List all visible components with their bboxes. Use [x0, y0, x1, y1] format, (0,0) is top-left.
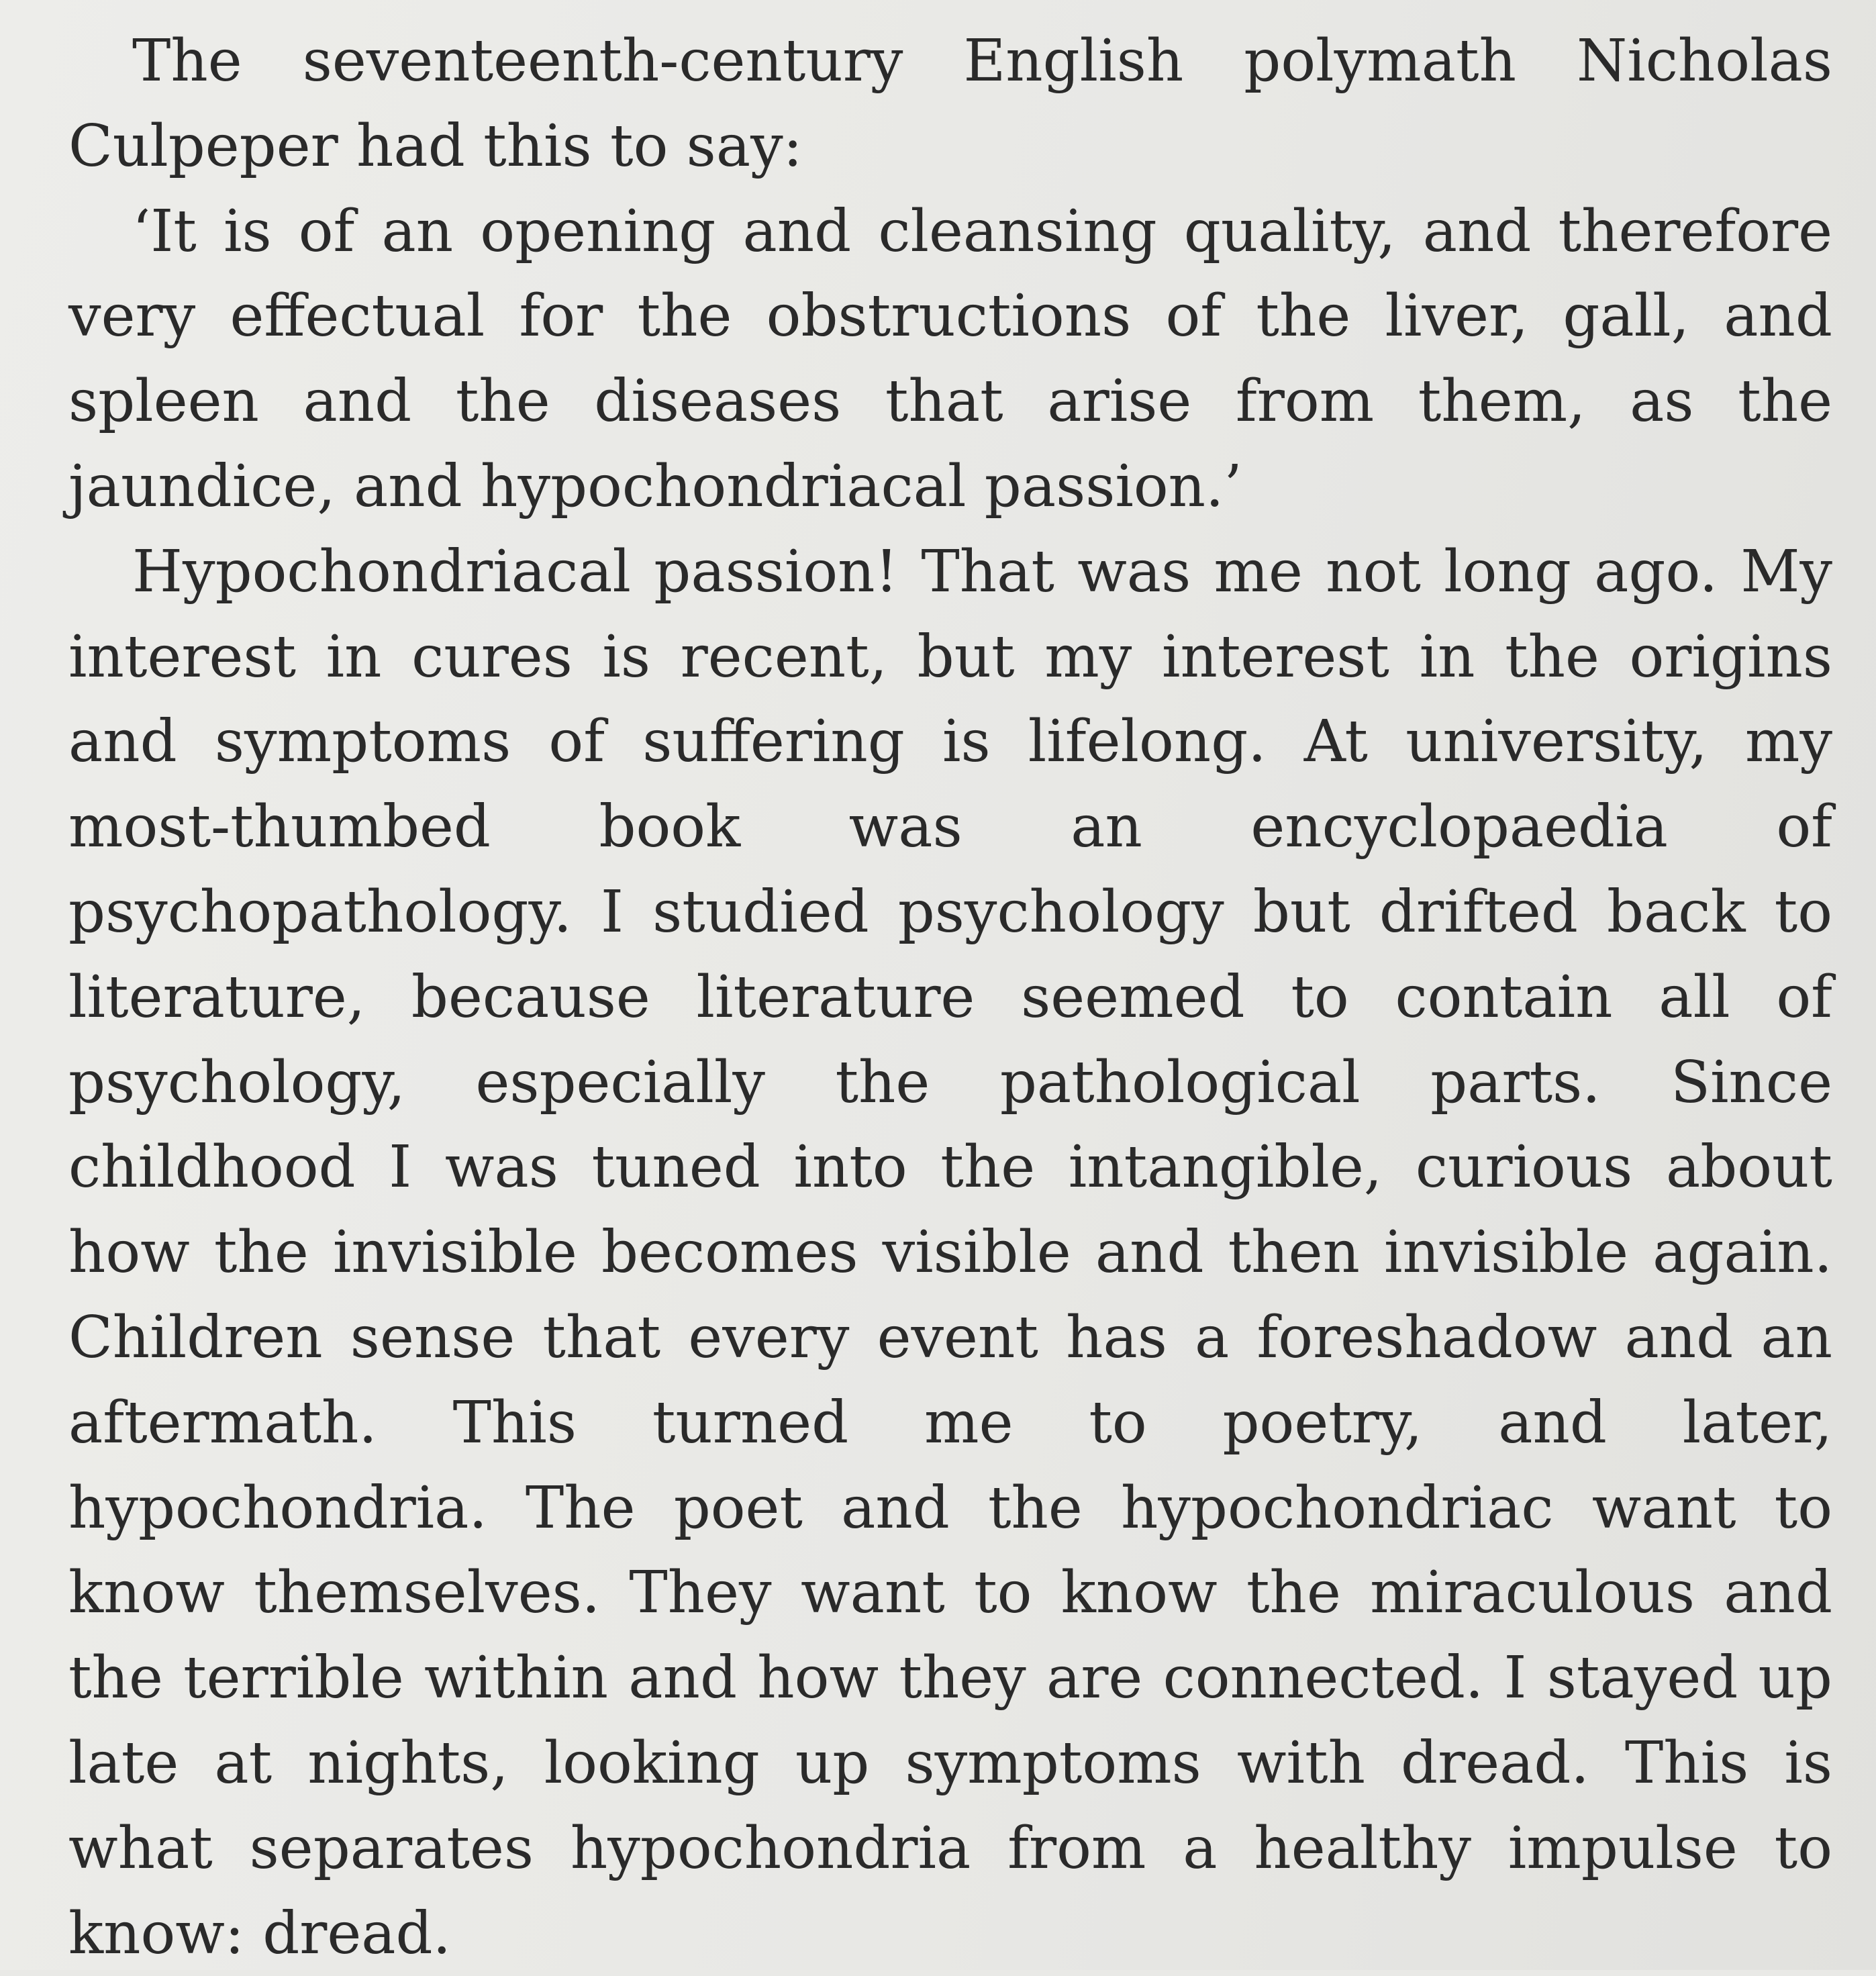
paragraph-culpeper-quote: ‘It is of an opening and cleansing quality, and therefore very effectual for the obstructions of the liver, gall, and spleen and the diseases that arise from them, as the jaundice, and hypochondriacal passion.’ [68, 197, 1832, 520]
body-text [68, 19, 1832, 1976]
paragraph-culpeper-intro: The seventeenth-century English polymath Nicholas Culpeper had this to say: [68, 28, 1832, 180]
paragraph-hypochondria: Hypochondriacal passion! That was me not long ago. My interest in cures is recent, but my interest in the origins and symptoms of suffering is lifelong. At university, my most-thumbed book was an encyclopaedia of psychopathology. I studied psychology but drifted back to literature, because literature seemed to contain all of psychology, especially the pathological parts. Since childhood I was tuned into the intangible, curious about how the invisible becomes visible and then invisible again. Children sense that every event has a foreshadow and an aftermath. This turned me to poetry, and later, hypochondria. The poet and the hypochondriac want to know themselves. They want to know the miraculous and the terrible within and how they are connected. I stayed up late at nights, looking up symptoms with dread. This is what separates hypochondria from a healthy impulse to know: dread. [68, 538, 1832, 1967]
